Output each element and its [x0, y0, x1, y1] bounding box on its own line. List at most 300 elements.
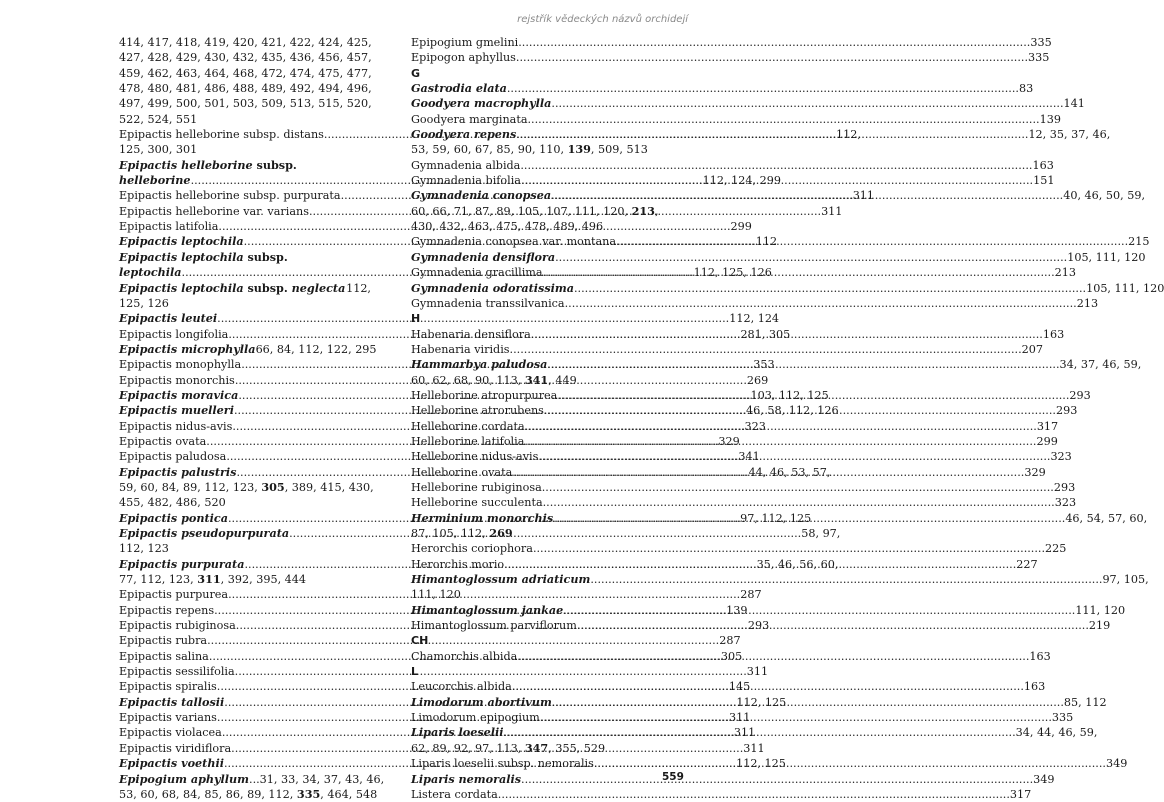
index-line — [119, 35, 371, 50]
text-run: Epipactis leptochila — [119, 280, 244, 295]
entry-name — [411, 649, 517, 664]
index-entry — [411, 96, 1085, 111]
text-run: Gymnadenia bifolia — [411, 174, 521, 188]
entry-name — [119, 419, 232, 434]
text-run: 163 — [1042, 327, 1065, 341]
text-run: Epipactis pontica — [119, 510, 228, 525]
text-run: Epipactis violacea — [119, 726, 222, 740]
entry-pages — [1036, 434, 1057, 449]
text-run: 311 — [852, 189, 875, 203]
entry-name — [119, 449, 226, 464]
entry-pages — [1045, 541, 1066, 556]
text-run: 97, 112, 125 — [740, 511, 812, 525]
entry-pages — [1069, 388, 1090, 403]
index-line — [119, 296, 371, 311]
text-run: Epipactis rubiginosa — [119, 619, 236, 633]
section-letter — [411, 633, 683, 648]
entry-name — [411, 81, 507, 96]
index-entry — [411, 249, 1146, 265]
text-run: 105, 111, 120 — [1086, 281, 1164, 295]
text-run: 335 — [1028, 51, 1050, 65]
entry-name — [411, 772, 521, 787]
text-run: Herminium monorchis — [411, 510, 554, 525]
text-run: , 389, 415, 430, — [284, 480, 374, 494]
text-run: Helleborine nidus-avis — [411, 450, 539, 464]
entry-name — [119, 465, 236, 480]
text-run: Epipactis leptochila — [119, 249, 244, 264]
text-run: 125, 300, 301 — [119, 143, 198, 157]
text-run: Himantoglossum jankae — [411, 602, 564, 617]
index-line — [411, 526, 683, 541]
index-entry — [411, 81, 1034, 96]
text-run: Gastrodia elata — [411, 81, 507, 96]
index-line — [411, 587, 683, 602]
entry-name — [119, 679, 217, 694]
text-run: 329 — [1024, 465, 1046, 479]
entry-name — [119, 342, 256, 357]
entry-name — [119, 756, 224, 771]
entry-name — [119, 311, 217, 326]
text-run: 269 — [746, 373, 769, 387]
text-run: Epipactis repens — [119, 603, 215, 617]
text-run: Epipactis muelleri — [119, 403, 234, 418]
text-run: 58, 97, — [801, 527, 841, 540]
text-run: 317 — [1009, 787, 1032, 801]
dot-leader — [518, 35, 1030, 50]
text-run: 46, 58, 112, 126 — [746, 404, 839, 418]
entry-pages — [1060, 357, 1142, 372]
index-entry — [411, 787, 1032, 802]
text-run: 34, 37, 46, 59, — [1059, 358, 1142, 372]
entry-name — [119, 618, 236, 633]
text-run: Gymnadenia gracillima — [411, 266, 543, 280]
text-run: Epipactis spiralis — [119, 680, 217, 694]
entry-name — [119, 173, 191, 188]
dot-leader — [552, 695, 1064, 710]
text-run: 163 — [1029, 649, 1051, 663]
text-run: 112, — [836, 128, 861, 142]
text-run: 139 — [726, 603, 748, 617]
entry-pages — [1052, 710, 1073, 725]
text-run: Epipactis monorchis — [119, 373, 235, 387]
dot-leader — [557, 388, 1069, 403]
text-run: Gymnadenia odoratissima — [411, 280, 574, 295]
index-entry — [411, 771, 1055, 787]
text-run: 163 — [1023, 680, 1046, 694]
entry-name — [411, 35, 518, 50]
text-run: Helleborine atrorubens — [411, 404, 544, 418]
text-run: G — [411, 66, 421, 80]
text-run: 77, 112, 123, — [119, 573, 198, 587]
text-run: 112, 123 — [119, 542, 169, 556]
index-line — [119, 158, 371, 173]
entry-name — [119, 127, 324, 142]
index-line — [119, 96, 371, 111]
entry-pages — [1086, 281, 1164, 296]
text-run: 207 — [1021, 342, 1043, 356]
text-run: 323 — [1054, 496, 1077, 510]
text-run: Epipactis voethii — [119, 756, 224, 771]
text-run: Helleborine rubiginosa — [411, 480, 542, 494]
entry-pages — [1077, 296, 1098, 311]
text-run: , 464, 548 — [320, 787, 378, 801]
entry-name — [119, 219, 218, 234]
text-run: 414, 417, 418, 419, 420, 421, 422, 424, 425, — [119, 36, 372, 49]
text-run: , 509, 513 — [590, 143, 648, 157]
text-run: Chamorchis albida — [411, 649, 518, 663]
entry-name — [119, 587, 228, 602]
text-run: Helleborine cordata — [411, 419, 525, 433]
entry-pages — [1022, 342, 1043, 357]
entry-name — [119, 265, 182, 280]
entry-pages — [1067, 250, 1145, 265]
text-run: Epipactis sessilifolia — [119, 665, 235, 679]
text-run: Gymnadenia densiflora — [411, 249, 556, 264]
text-run: 35, 46, 56, 60, — [756, 557, 839, 571]
text-run: 299 — [730, 220, 752, 234]
text-run: 478, 480, 481, 486, 488, 489, 492, 494, 496, — [119, 82, 372, 96]
text-run: 85, 112 — [1063, 695, 1107, 709]
entry-pages — [1050, 449, 1071, 464]
entry-name — [411, 388, 557, 403]
text-run: 219 — [1088, 619, 1111, 633]
entry-pages — [1019, 81, 1033, 96]
text-run: Epipactis ovata — [119, 434, 207, 448]
entry-pages — [1030, 35, 1051, 50]
text-run: 213 — [1054, 266, 1077, 280]
text-run: 62, 89, 92, 97, 113, — [411, 741, 525, 755]
text-run: Epipactis leutei — [119, 311, 218, 326]
text-run: 455, 482, 486, 520 — [119, 496, 226, 510]
entry-name — [411, 511, 553, 526]
text-run: 287 — [719, 634, 741, 648]
text-run: subsp. — [239, 189, 284, 203]
entry-name — [119, 234, 244, 249]
text-run: Listera cordata — [411, 787, 498, 801]
dot-leader — [555, 250, 1067, 265]
entry-pages — [346, 281, 371, 296]
entry-pages — [719, 633, 740, 648]
text-run: 323 — [744, 419, 766, 433]
text-run: 311 — [197, 572, 221, 587]
entry-name — [119, 188, 341, 203]
index-entry — [411, 296, 1099, 311]
dot-leader — [542, 480, 1054, 495]
text-run: 34, 44, 46, 59, — [1015, 726, 1098, 740]
entry-name — [411, 695, 552, 710]
entry-name — [119, 557, 244, 572]
text-run: Himantoglossum adriaticum — [411, 572, 591, 587]
entry-name — [411, 495, 543, 510]
text-run: 112 — [755, 235, 778, 249]
entry-name — [119, 710, 217, 725]
text-run: Liparis loeselii — [411, 725, 504, 740]
section-letter — [411, 664, 683, 679]
index-entry — [411, 541, 1067, 556]
dot-leader — [590, 572, 1102, 587]
dot-leader — [520, 158, 1032, 173]
index-entry — [119, 281, 371, 296]
index-line — [119, 142, 371, 157]
entry-name — [411, 710, 540, 725]
text-run: 111, 120 — [411, 588, 461, 602]
text-run: 53, 59, 60, 67, 85, 90, 110, — [411, 143, 568, 157]
text-run: var. — [538, 235, 567, 249]
text-run: montana — [566, 235, 617, 249]
dot-leader — [516, 127, 1028, 142]
text-run: Goodyera macrophylla — [411, 96, 552, 111]
index-entry — [119, 311, 780, 326]
text-run: Epipactis nidus-avis — [119, 419, 233, 433]
text-run: Gymnadenia transsilvanica — [411, 296, 565, 310]
index-line — [119, 479, 374, 495]
text-run: Epipactis palustris — [119, 464, 237, 479]
text-run: 299 — [1036, 434, 1058, 448]
dot-leader — [528, 112, 1040, 127]
text-run: 139 — [1039, 112, 1061, 126]
text-run: subsp. — [239, 128, 284, 142]
index-line — [119, 495, 371, 510]
entry-name — [119, 388, 238, 403]
index-line — [411, 741, 683, 756]
entry-pages — [1037, 419, 1058, 434]
text-run: Epipactis viridiflora — [119, 741, 232, 755]
text-run: Helleborine ovata — [411, 465, 513, 479]
text-run: Himantoglossum parviflorum — [411, 619, 577, 633]
text-run: 139 — [567, 142, 591, 157]
text-run: 269 — [489, 526, 513, 540]
entry-pages — [1102, 572, 1148, 587]
text-run: Epipactis monophylla — [119, 358, 242, 372]
text-run: L — [411, 665, 419, 679]
entry-pages — [1024, 465, 1045, 480]
text-run: 66, 84, 112, 122, 295 — [255, 342, 377, 356]
entry-name — [119, 281, 345, 296]
dot-leader — [547, 357, 1059, 372]
entry-name — [119, 633, 207, 648]
entry-pages — [1055, 265, 1076, 280]
text-run: 341 — [524, 372, 549, 387]
text-run: Epipactis microphylla — [119, 341, 256, 356]
entry-name — [411, 234, 616, 249]
dot-leader — [521, 772, 1033, 787]
text-run: 293 — [1069, 388, 1091, 402]
text-run: 60, 62, 68, 90, 113, — [411, 373, 525, 387]
entry-pages — [256, 342, 377, 357]
dot-leader — [517, 649, 1029, 664]
running-header: rejstřík vědeckých názvů orchidejí — [517, 14, 688, 25]
text-run: 141 — [1063, 97, 1085, 111]
text-run: 44, 46, 53, 57, — [748, 465, 831, 479]
text-run: Epipactis purpurata — [119, 556, 245, 571]
text-run: 353 — [753, 358, 775, 372]
index-line — [119, 112, 371, 127]
dot-leader — [616, 234, 1128, 249]
text-run: Goodyera repens — [411, 127, 517, 142]
text-run: 145 — [728, 680, 751, 694]
entry-pages — [821, 204, 842, 219]
text-run: 311 — [729, 711, 751, 725]
index-entry — [119, 341, 377, 357]
dot-leader — [565, 296, 1077, 311]
text-run: , 392, 395, 444 — [220, 573, 307, 587]
entry-name — [411, 188, 551, 203]
dot-leader — [531, 327, 1043, 342]
entry-name — [411, 357, 547, 372]
text-run: 125, 126 — [119, 296, 169, 310]
text-run: 293 — [1053, 480, 1076, 494]
text-run: 111, 120 — [1075, 603, 1126, 617]
entry-name — [119, 357, 241, 372]
entry-name — [119, 204, 309, 219]
text-run: nemoralis — [537, 757, 594, 771]
text-run: Habenaria densiflora — [411, 327, 531, 341]
index-line — [411, 373, 683, 388]
text-run: varians — [267, 204, 309, 218]
entry-pages — [1043, 327, 1064, 342]
entry-name — [119, 434, 206, 449]
text-run: subsp. — [494, 757, 538, 771]
dot-leader — [512, 679, 1024, 694]
text-run: leptochila — [119, 265, 182, 280]
dot-leader — [544, 403, 1056, 418]
entry-pages — [1016, 725, 1098, 740]
dot-leader — [521, 173, 1033, 188]
page-number: 559 — [662, 771, 684, 783]
text-run: Helleborine atropurpurea — [411, 388, 558, 402]
text-run: Epipactis longifolia — [119, 327, 229, 341]
entry-name — [119, 327, 228, 342]
entry-pages — [1055, 495, 1076, 510]
index-line — [411, 142, 683, 157]
entry-name — [119, 725, 222, 740]
text-run: 213 — [1076, 296, 1099, 310]
index-line — [119, 572, 371, 587]
entry-name — [119, 373, 235, 388]
text-run: subsp. — [243, 249, 288, 264]
text-run: Epipactis latifolia — [119, 220, 219, 234]
entry-name — [411, 173, 521, 188]
entry-pages — [1065, 511, 1147, 526]
dot-leader — [551, 96, 1063, 111]
index-line — [119, 250, 371, 265]
text-run: Hammarbya paludosa — [411, 357, 548, 372]
dot-leader — [563, 603, 1075, 618]
entry-name — [411, 112, 528, 127]
dot-leader — [507, 81, 1019, 96]
text-run: helleborine — [119, 173, 191, 188]
entry-name — [411, 465, 512, 480]
entry-pages — [1032, 158, 1053, 173]
index-line — [119, 786, 378, 802]
text-run: Helleborine latifolia — [411, 434, 525, 448]
text-run: , — [654, 204, 659, 218]
text-run: Goodyera marginata — [411, 112, 528, 126]
entry-pages — [747, 664, 768, 679]
dot-leader — [516, 50, 1028, 65]
text-run: 335 — [296, 786, 321, 801]
entry-name — [119, 526, 289, 541]
text-run: 293 — [747, 619, 770, 633]
text-run: Epipactis rubra — [119, 634, 208, 648]
dot-leader — [512, 465, 1024, 480]
entry-pages — [1016, 557, 1037, 572]
entry-name — [119, 741, 231, 756]
entry-name — [411, 557, 504, 572]
section-letter — [411, 66, 683, 81]
text-run: 83 — [1018, 82, 1034, 96]
index-line — [411, 204, 683, 219]
text-run: 522, 524, 551 — [119, 112, 198, 126]
entry-name — [411, 250, 555, 265]
entry-pages — [1033, 173, 1054, 188]
text-run: 459, 462, 463, 464, 468, 472, 474, 475, 477, — [119, 66, 372, 80]
entry-name — [411, 419, 525, 434]
entry-name — [411, 434, 524, 449]
entry-pages — [1106, 756, 1127, 771]
text-run: 225 — [1045, 542, 1067, 556]
text-run: 112, 125, 126 — [693, 266, 772, 280]
entry-pages — [1064, 96, 1085, 111]
section-letter — [411, 311, 683, 326]
text-run: subsp. — [252, 157, 297, 172]
entry-name — [411, 449, 538, 464]
entry-name — [119, 695, 224, 710]
index-line — [119, 541, 371, 556]
text-run: 53, 60, 68, 84, 85, 86, 89, 112, — [119, 787, 297, 801]
text-run: 112, 124, 299 — [702, 174, 781, 188]
entry-pages — [740, 587, 761, 602]
text-run: 311 — [821, 204, 843, 218]
entry-pages — [1010, 787, 1031, 802]
text-run: 97, 105, — [1102, 573, 1149, 587]
entry-pages — [1028, 50, 1049, 65]
text-run: Epipactis paludosa — [119, 450, 227, 464]
entry-pages — [801, 526, 840, 541]
index-line — [119, 66, 371, 81]
text-run: Gymnadenia conopsea — [411, 235, 539, 249]
text-run: Epipogium aphyllum — [119, 771, 250, 786]
index-entry — [411, 35, 1052, 50]
text-run: Epipactis helleborine — [119, 204, 240, 218]
entry-pages — [1056, 403, 1077, 418]
entry-name — [411, 572, 590, 587]
index-entry — [411, 158, 1054, 173]
entry-pages — [1054, 480, 1075, 495]
entry-name — [411, 96, 551, 111]
index-entry — [119, 664, 769, 679]
text-run: Limodorum epipogium — [411, 711, 540, 725]
text-run: Liparis nemoralis — [411, 771, 522, 786]
text-run: 335 — [1051, 711, 1074, 725]
entry-pages — [1033, 772, 1054, 787]
text-run: Epipactis leptochila — [119, 234, 244, 249]
entry-name — [119, 664, 235, 679]
entry-name — [411, 679, 512, 694]
text-run: 341 — [738, 450, 760, 464]
entry-name — [411, 480, 542, 495]
entry-pages — [1075, 603, 1125, 618]
text-run: , 449 — [548, 373, 577, 387]
text-run: 287 — [740, 588, 762, 602]
text-run: Epipactis helleborine — [119, 128, 240, 142]
entry-pages — [729, 311, 779, 326]
text-run: 151 — [1033, 174, 1055, 188]
entry-pages — [731, 219, 752, 234]
index-entry — [411, 480, 1076, 495]
text-run: , 355, 529 — [548, 741, 606, 755]
text-run: 215 — [1128, 235, 1150, 249]
